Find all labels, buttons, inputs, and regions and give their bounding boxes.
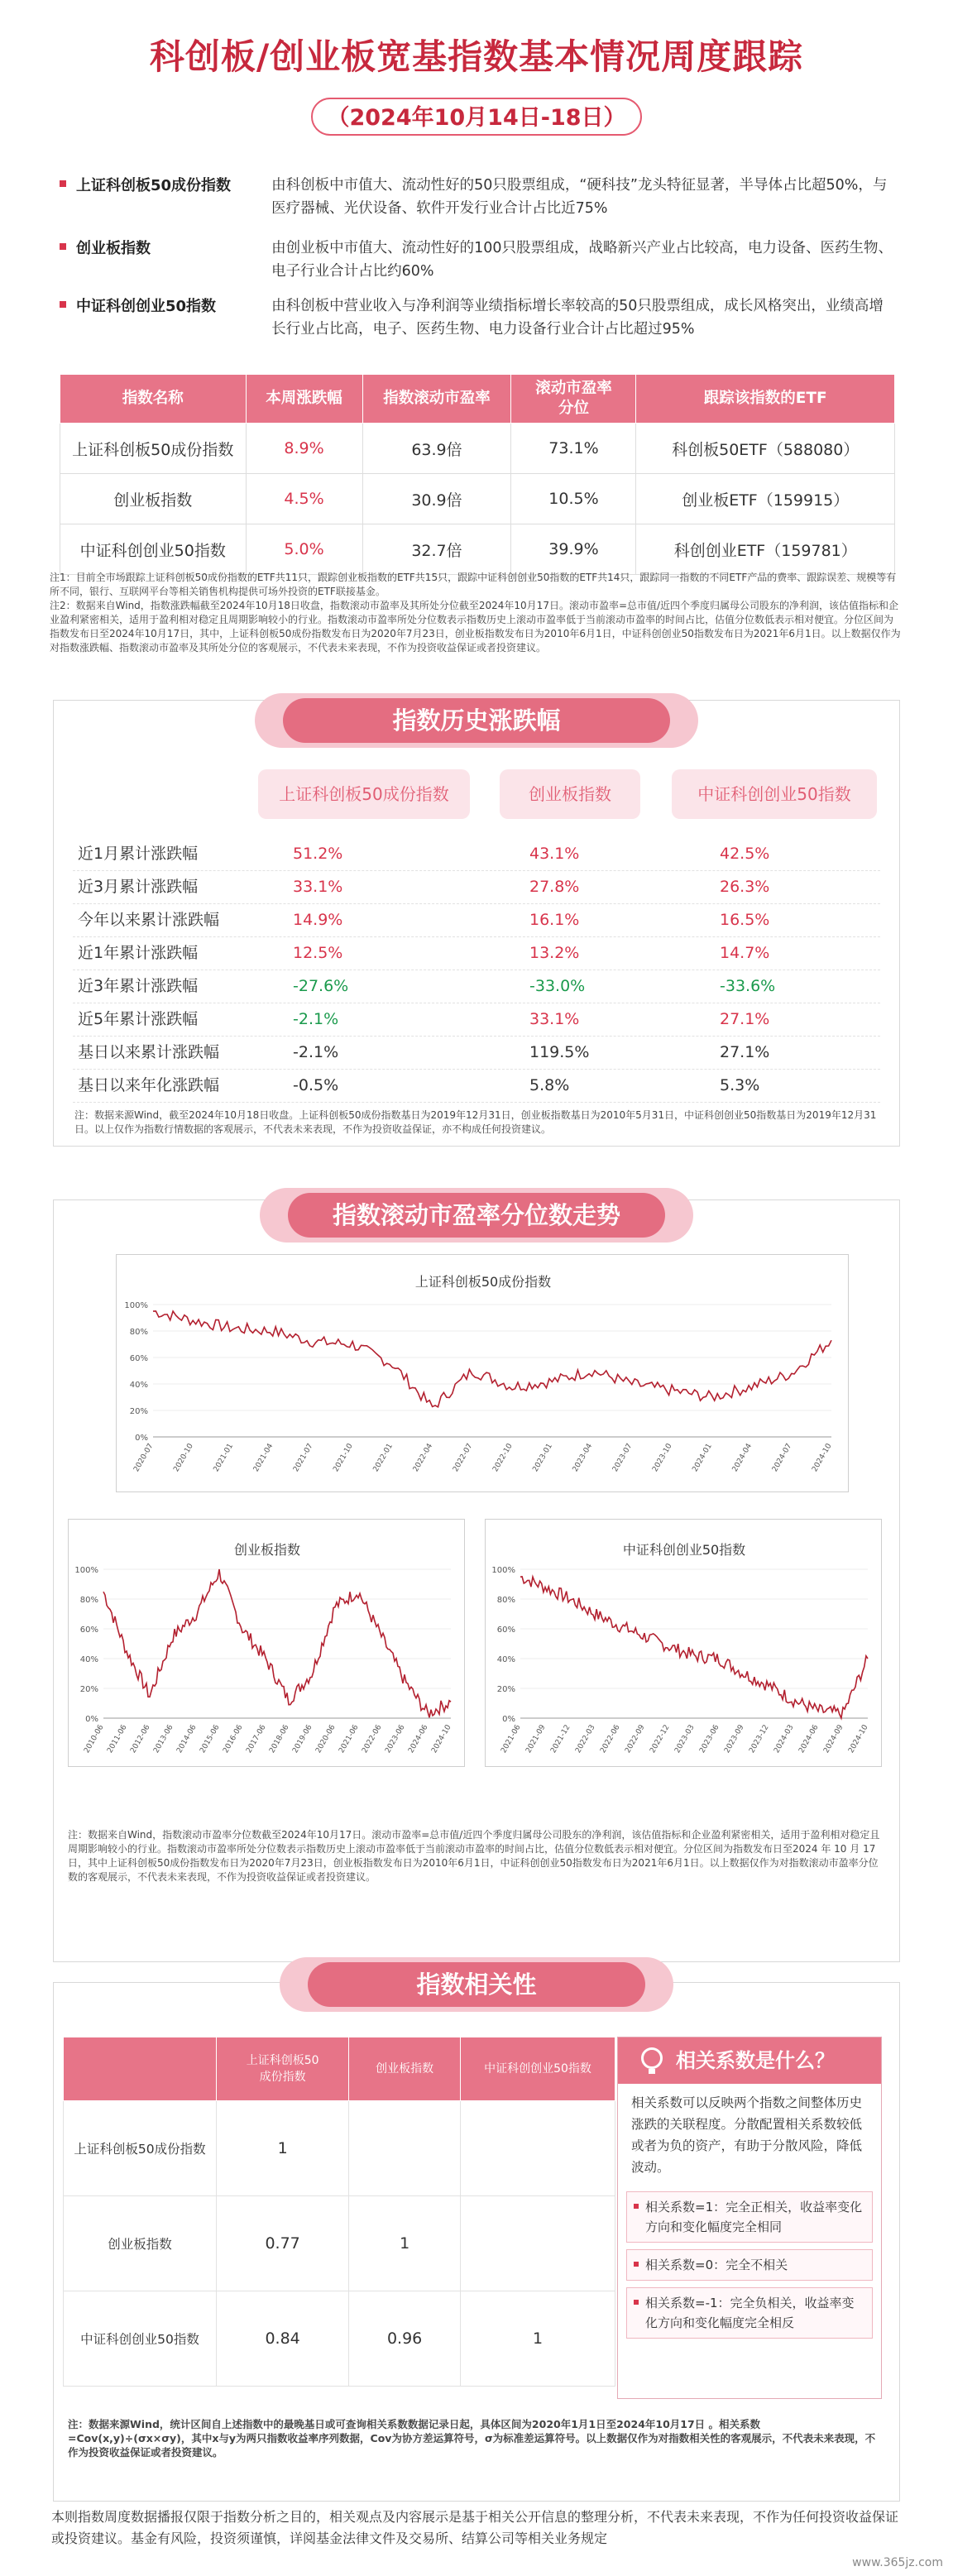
x-tick-label: 2021-06: [500, 1723, 523, 1755]
page-title: 科创板/创业板宽基指数基本情况周度跟踪: [149, 36, 804, 77]
x-tick-label: 2022-09: [624, 1723, 647, 1755]
corr-value: 0.96: [349, 2291, 461, 2387]
y-tick-label: 100%: [124, 1301, 148, 1310]
table-row: [73, 936, 880, 970]
x-tick-label: 2024-09: [822, 1723, 845, 1755]
y-tick-label: 80%: [79, 1596, 98, 1605]
x-tick-label: 2024-06: [407, 1723, 430, 1755]
y-tick-label: 100%: [491, 1566, 515, 1575]
history-value: 14.7%: [720, 944, 770, 962]
y-tick-label: 20%: [496, 1685, 515, 1694]
history-note: 注：数据来源Wind，截至2024年10月18日收盘。上证科创板50成份指数基日为2019年12月31日，创业板指数基日为2010年5月31日，中证科创创业50指数基日为2019年12月31日。以上仅作为指数行情数据的客观展示，不代表未来表现，不作为投资收益保证，亦不构成任何投资建议。: [74, 1109, 877, 1135]
corr-corner: [64, 2037, 217, 2101]
lightbulb-icon: [641, 2047, 663, 2069]
y-tick-label: 60%: [79, 1626, 98, 1635]
history-value: 27.1%: [720, 1043, 770, 1061]
explainer-header: [618, 2037, 881, 2084]
history-value: 13.2%: [529, 944, 580, 962]
corr-banner: [280, 1957, 673, 2012]
x-tick-label: 2022-10: [491, 1442, 515, 1474]
col-header: 指数名称: [60, 375, 247, 424]
x-tick-label: 2023-12: [748, 1723, 771, 1755]
y-tick-label: 40%: [79, 1655, 98, 1664]
x-tick-label: 2023-07: [611, 1442, 635, 1474]
watermark: www.365jz.com: [852, 2556, 943, 2569]
y-tick-label: 0%: [502, 1715, 515, 1724]
x-tick-label: 2024-07: [770, 1442, 794, 1474]
row-label: 基日以来年化涨跌幅: [78, 1076, 220, 1094]
history-col-header: 创业板指数: [500, 769, 640, 819]
y-tick-label: 100%: [74, 1566, 98, 1575]
date-range-subtitle: （2024年10月14日-18日）: [311, 98, 642, 136]
etf-name: 科创板50ETF（588080）: [636, 424, 895, 474]
row-label: 近1年累计涨跌幅: [78, 944, 199, 962]
history-value: -33.0%: [529, 977, 586, 995]
history-value: 12.5%: [293, 944, 343, 962]
x-tick-label: 2021-07: [292, 1442, 315, 1474]
x-tick-label: 2021-06: [338, 1723, 361, 1755]
history-value: 5.3%: [720, 1076, 760, 1094]
row-label: 近5年累计涨跌幅: [78, 1010, 199, 1028]
explainer-item: 相关系数=1：完全正相关，收益率变化方向和变化幅度完全相同: [626, 2191, 873, 2243]
x-tick-label: 2014-06: [175, 1723, 199, 1755]
history-value: 42.5%: [720, 845, 770, 863]
pe-ratio: 63.9倍: [362, 424, 511, 474]
col-header: 指数滚动市盈率: [362, 375, 511, 424]
index-summary-table: [60, 374, 895, 575]
chart-svg: [486, 1520, 881, 1766]
history-value: 33.1%: [529, 1010, 580, 1028]
table-row: [64, 2101, 615, 2196]
col-header: 滚动市盈率 分位: [511, 375, 636, 424]
history-value: 16.1%: [529, 911, 580, 929]
x-tick-label: 2023-10: [651, 1442, 674, 1474]
history-banner: [255, 693, 698, 748]
history-value: 33.1%: [293, 878, 343, 896]
index-name: 中证科创创业50指数: [60, 524, 247, 575]
weekly-change: 4.5%: [246, 474, 362, 524]
y-tick-label: 0%: [135, 1434, 148, 1443]
history-value: -2.1%: [293, 1043, 339, 1061]
table-row: [73, 1036, 880, 1070]
x-tick-label: 2022-07: [452, 1442, 475, 1474]
y-tick-label: 80%: [496, 1596, 515, 1605]
table-row: [64, 2291, 615, 2387]
history-value: 119.5%: [529, 1043, 590, 1061]
pe-percentile: 73.1%: [511, 424, 636, 474]
x-tick-label: 2023-03: [673, 1723, 697, 1755]
series-line: [153, 1311, 831, 1407]
intro-row: [60, 174, 895, 220]
history-value: 43.1%: [529, 845, 580, 863]
x-tick-label: 2024-04: [730, 1442, 754, 1474]
chart-svg: [117, 1255, 848, 1491]
index-name: 上证科创板50成份指数: [60, 424, 247, 474]
pe-percentile: 10.5%: [511, 474, 636, 524]
x-tick-label: 2022-01: [371, 1442, 395, 1474]
y-tick-label: 40%: [496, 1655, 515, 1664]
intro-desc: 由科创板中市值大、流动性好的50只股票组成，“硬科技”龙头特征显著，半导体占比超50%，与医疗器械、光伏设备、软件开发行业合计占比近75%: [271, 177, 888, 217]
intro-desc: 由创业板中市值大、流动性好的100只股票组成，战略新兴产业占比较高，电力设备、医药生物、电子行业合计占比约60%: [271, 240, 893, 280]
x-tick-label: 2020-10: [172, 1442, 195, 1474]
row-label: 创业板指数: [64, 2196, 217, 2291]
row-label: 近1月累计涨跌幅: [78, 845, 199, 863]
pe-ratio: 32.7倍: [362, 524, 511, 575]
history-value: -33.6%: [720, 977, 776, 995]
corr-value: 1: [349, 2196, 461, 2291]
pe-banner-title: 指数滚动市盈率分位数走势: [288, 1193, 665, 1238]
y-tick-label: 20%: [79, 1685, 98, 1694]
corr-value: [461, 2101, 615, 2196]
x-tick-label: 2024-03: [773, 1723, 796, 1755]
table-row: [73, 1003, 880, 1037]
chart-title: 中证科创创业50指数: [622, 1542, 746, 1558]
intro-row: [60, 237, 895, 283]
x-tick-label: 2013-06: [152, 1723, 175, 1755]
table-note: 注1：目前全市场跟踪上证科创板50成份指数的ETF共11只，跟踪创业板指数的ETF共15只，跟踪中证科创创业50指数的ETF共14只，跟踪同一指数的不同ETF产品的费率、跟踪误差、规模等有所不同，银行、互联网平台等相关销售机构提供可场外投资的ETF联接基金。 注2：数据来自Wind，指数涨跌幅截至2024年10月18日收盘，指数滚动市盈率及其所处分位截至2024年10月17日。滚动市盈率=总市值/近四个季度归属母公司股东的净利润，该估值指标和企业盈利紧密相关，适用于盈利相对稳定且周期影响较小的行业。指数滚动市盈率所处分位数表示指数历史上滚动市盈率低于当前滚动市盈率的时间占比，估值分位数低表示相对便宜。分位区间为指数发布日至2024年10月17日，其中，上证科创板50成份指数发布日为2020年7月23日，创业板指数发布日为2010年6月1日，中证科创创业50指数发布日为2021年6月1日。以上数据仅作为对指数涨跌幅、指数滚动市盈率及其所处分位的客观展示，不代表未来表现，不作为投资收益保证或者投资建议。: [50, 572, 901, 654]
history-value: -2.1%: [293, 1010, 339, 1028]
x-tick-label: 2023-06: [698, 1723, 721, 1755]
history-value: 5.8%: [529, 1076, 570, 1094]
table-row: [60, 424, 895, 474]
corr-value: [349, 2101, 461, 2196]
table-row: [73, 870, 880, 904]
explainer-item: 相关系数=0：完全不相关: [626, 2249, 873, 2281]
y-tick-label: 0%: [85, 1715, 98, 1724]
corr-value: 0.77: [217, 2196, 349, 2291]
history-value: 27.8%: [529, 878, 580, 896]
corr-value: 1: [217, 2101, 349, 2196]
corr-value: [461, 2196, 615, 2291]
x-tick-label: 2022-06: [599, 1723, 622, 1755]
x-tick-label: 2021-09: [524, 1723, 548, 1755]
index-name: 创业板指数: [60, 474, 247, 524]
history-value: -0.5%: [293, 1076, 339, 1094]
x-tick-label: 2024-10: [847, 1723, 870, 1755]
history-value: -27.6%: [293, 977, 349, 995]
chart-kcy50: [485, 1519, 882, 1767]
x-tick-label: 2017-06: [245, 1723, 268, 1755]
footer-disclaimer: 本则指数周度数据播报仅限于指数分析之目的，相关观点及内容展示是基于相关公开信息的整理分析，不代表未来表现，不作为任何投资收益保证或投资建议。基金有风险，投资须谨慎，详阅基金法律文件及交易所、结算公司等相关业务规定: [51, 2509, 899, 2546]
row-label: 近3年累计涨跌幅: [78, 977, 199, 995]
y-tick-label: 60%: [496, 1626, 515, 1635]
x-tick-label: 2020-07: [132, 1442, 156, 1474]
y-tick-label: 20%: [129, 1407, 148, 1416]
etf-name: 科创创业ETF（159781）: [636, 524, 895, 575]
correlation-table: [63, 2037, 615, 2387]
intro-name: 创业板指数: [60, 237, 271, 283]
weekly-change: 5.0%: [246, 524, 362, 575]
x-tick-label: 2023-01: [531, 1442, 554, 1474]
pe-ratio: 30.9倍: [362, 474, 511, 524]
x-tick-label: 2021-12: [549, 1723, 572, 1755]
pe-note: 注：数据来自Wind，指数滚动市盈率分位数截至2024年10月17日。滚动市盈率=总市值/近四个季度归属母公司股东的净利润，该估值指标和企业盈利紧密相关，适用于盈利相对稳定且周期影响较小的行业。指数滚动市盈率所处分位数表示指数历史上滚动市盈率低于当前滚动市盈率的时间占比，估值分位数低表示相对便宜。分位区间为指数发布日至2024 年 10 月 17 日，其中上证科创板50成份指数发布日为2020年7月23日，创业板指数发布日为2010年6月1日，中证科创创业50指数发布日为2021年6月1日。以上数据仅作为对指数滚动市盈率分位数的客观展示，不代表未来表现，不作为投资收益保证或者投资建议。: [68, 1829, 880, 1883]
intro-name: 中证科创创业50指数: [60, 294, 271, 341]
chart-title: 创业板指数: [233, 1542, 300, 1558]
row-label: 近3月累计涨跌幅: [78, 878, 199, 896]
explainer-title: 相关系数是什么？: [676, 2049, 835, 2072]
history-value: 16.5%: [720, 911, 770, 929]
table-row: [60, 474, 895, 524]
table-row: [73, 837, 880, 871]
intro-desc: 由科创板中营业收入与净利润等业绩指标增长率较高的50只股票组成，成长风格突出，业绩高增长行业占比高，电子、医药生物、电力设备行业合计占比超过95%: [271, 298, 884, 338]
chart-chinext: [68, 1519, 465, 1767]
col-header: 跟踪该指数的ETF: [636, 375, 895, 424]
y-tick-label: 40%: [129, 1381, 148, 1390]
table-row: [73, 903, 880, 937]
table-row: [73, 970, 880, 1003]
series-line: [103, 1569, 451, 1717]
x-tick-label: 2021-04: [251, 1442, 275, 1474]
history-value: 51.2%: [293, 845, 343, 863]
history-banner-title: 指数历史涨跌幅: [283, 698, 670, 743]
x-tick-label: 2016-06: [222, 1723, 245, 1755]
corr-value: 0.84: [217, 2291, 349, 2387]
x-tick-label: 2022-03: [574, 1723, 597, 1755]
x-tick-label: 2021-10: [332, 1442, 355, 1474]
history-value: 27.1%: [720, 1010, 770, 1028]
history-col-header: 中证科创创业50指数: [672, 769, 877, 819]
x-tick-label: 2020-06: [314, 1723, 338, 1755]
col-header: 创业板指数: [349, 2037, 461, 2101]
x-tick-label: 2021-01: [212, 1442, 236, 1474]
x-tick-label: 2019-06: [291, 1723, 314, 1755]
col-header: 本周涨跌幅: [246, 375, 362, 424]
corr-value: 1: [461, 2291, 615, 2387]
pe-percentile: 39.9%: [511, 524, 636, 575]
history-value: 14.9%: [293, 911, 343, 929]
table-row: [60, 524, 895, 575]
x-tick-label: 2012-06: [129, 1723, 152, 1755]
weekly-change: 8.9%: [246, 424, 362, 474]
x-tick-label: 2011-06: [106, 1723, 129, 1755]
x-tick-label: 2023-09: [723, 1723, 746, 1755]
x-tick-label: 2015-06: [199, 1723, 222, 1755]
y-tick-label: 80%: [129, 1328, 148, 1337]
history-value: 26.3%: [720, 878, 770, 896]
row-label: 基日以来累计涨跌幅: [78, 1043, 220, 1061]
x-tick-label: 2024-06: [797, 1723, 821, 1755]
x-tick-label: 2010-06: [83, 1723, 106, 1755]
corr-note: 注：数据来源Wind，统计区间自上述指数中的最晚基日或可查询相关系数数据记录日起，具体区间为2020年1月1日至2024年10月17日 。相关系数=Cov(x,y)÷(σx×σy)，其中x与y为两只指数收益率序列数据，Cov为协方差运算符号，σ为标准差运算符号。以上数据仅作为对指数相关性的客观展示，不代表未来表现，不作为投资收益保证或者投资建议。: [68, 2418, 876, 2459]
chart-svg: [69, 1520, 464, 1766]
x-tick-label: 2022-04: [411, 1442, 435, 1474]
chart-title: 上证科创板50成份指数: [414, 1274, 552, 1290]
x-tick-label: 2024-01: [691, 1442, 714, 1474]
y-tick-label: 60%: [129, 1354, 148, 1363]
row-label: 中证科创创业50指数: [64, 2291, 217, 2387]
row-label: 今年以来累计涨跌幅: [78, 911, 220, 929]
row-label: 上证科创板50成份指数: [64, 2101, 217, 2196]
correlation-explainer: [617, 2037, 882, 2399]
col-header: 中证科创创业50指数: [461, 2037, 615, 2101]
intro-row: [60, 294, 895, 341]
pe-banner: [260, 1188, 693, 1243]
series-line: [520, 1577, 868, 1718]
intro-name: 上证科创板50成份指数: [60, 174, 271, 220]
x-tick-label: 2023-06: [384, 1723, 407, 1755]
explainer-desc: 相关系数可以反映两个指数之间整体历史涨跌的关联程度。分散配置相关系数较低或者为负的资产，有助于分散风险，降低波动。: [631, 2095, 863, 2175]
history-col-header: 上证科创板50成份指数: [258, 769, 470, 819]
x-tick-label: 2022-06: [361, 1723, 384, 1755]
corr-banner-title: 指数相关性: [308, 1962, 645, 2007]
x-tick-label: 2024-10: [430, 1723, 453, 1755]
table-row: [73, 1069, 880, 1103]
x-tick-label: 2024-10: [811, 1442, 834, 1474]
etf-name: 创业板ETF（159915）: [636, 474, 895, 524]
explainer-item: 相关系数=-1：完全负相关，收益率变化方向和变化幅度完全相反: [626, 2287, 873, 2339]
chart-star50: [116, 1254, 849, 1492]
x-tick-label: 2018-06: [268, 1723, 291, 1755]
x-tick-label: 2022-12: [649, 1723, 672, 1755]
x-tick-label: 2023-04: [571, 1442, 595, 1474]
col-header: 上证科创板50 成份指数: [217, 2037, 349, 2101]
table-row: [64, 2196, 615, 2291]
